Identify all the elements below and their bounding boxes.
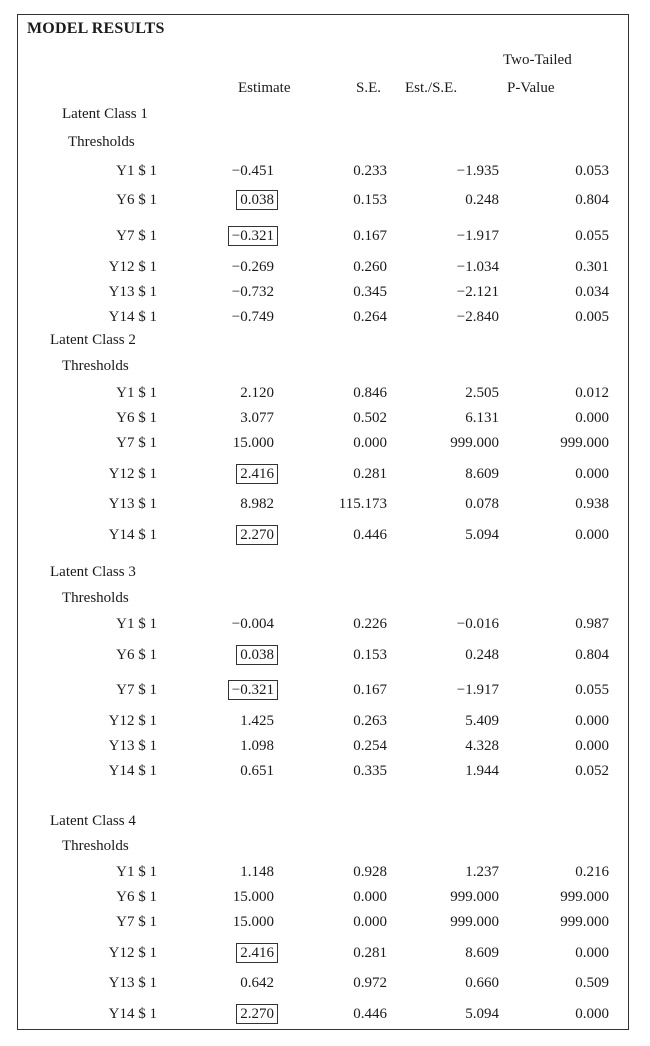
est-se-cell: −2.121 [456, 284, 499, 300]
p-value-cell: 0.000 [575, 410, 609, 426]
table-row [17, 943, 629, 963]
thresholds-label: Thresholds [62, 838, 129, 854]
threshold-label: Y1 $ 1 [116, 864, 157, 880]
se-cell: 0.846 [353, 385, 387, 401]
header-estimate: Estimate [238, 80, 291, 96]
p-value-cell: 0.509 [575, 975, 609, 991]
est-se-cell: 0.660 [465, 975, 499, 991]
p-value-cell: 0.052 [575, 763, 609, 779]
estimate-cell [236, 464, 274, 484]
threshold-label: Y7 $ 1 [116, 914, 157, 930]
threshold-label: Y13 $ 1 [108, 496, 157, 512]
thresholds-label: Thresholds [62, 590, 129, 606]
table-row [17, 680, 629, 700]
se-cell: 0.167 [353, 228, 387, 244]
se-cell: 0.281 [353, 945, 387, 961]
table-row [17, 464, 629, 484]
highlighted-estimate: 0.038 [236, 190, 278, 210]
latent-class-heading: Latent Class 4 [50, 813, 136, 829]
table-row [17, 433, 629, 453]
p-value-cell: 0.000 [575, 713, 609, 729]
header-two-tailed: Two-Tailed [503, 52, 572, 68]
se-cell: 0.254 [353, 738, 387, 754]
highlighted-estimate: 2.416 [236, 464, 278, 484]
p-value-cell: 0.000 [575, 1006, 609, 1022]
se-cell: 0.263 [353, 713, 387, 729]
threshold-label: Y7 $ 1 [116, 228, 157, 244]
est-se-cell: 1.237 [465, 864, 499, 880]
table-row [17, 711, 629, 731]
se-cell: 0.260 [353, 259, 387, 275]
threshold-label: Y1 $ 1 [116, 616, 157, 632]
threshold-label: Y7 $ 1 [116, 682, 157, 698]
table-row [17, 973, 629, 993]
estimate-cell [236, 1004, 274, 1024]
threshold-label: Y6 $ 1 [116, 889, 157, 905]
p-value-cell: 0.000 [575, 527, 609, 543]
estimate-cell: 2.120 [240, 385, 274, 401]
p-value-cell: 0.804 [575, 192, 609, 208]
estimate-cell: 1.148 [240, 864, 274, 880]
threshold-label: Y6 $ 1 [116, 192, 157, 208]
table-row [17, 736, 629, 756]
se-cell: 0.167 [353, 682, 387, 698]
p-value-cell: 0.005 [575, 309, 609, 325]
estimate-cell [236, 943, 274, 963]
se-cell: 0.000 [353, 435, 387, 451]
se-cell: 0.226 [353, 616, 387, 632]
p-value-cell: 0.000 [575, 738, 609, 754]
latent-class-heading: Latent Class 3 [50, 564, 136, 580]
p-value-cell: 0.804 [575, 647, 609, 663]
table-row [17, 408, 629, 428]
estimate-cell: 8.982 [240, 496, 274, 512]
est-se-cell: 999.000 [450, 435, 499, 451]
estimate-cell [236, 645, 274, 665]
p-value-cell: 0.055 [575, 682, 609, 698]
thresholds-label: Thresholds [68, 134, 135, 150]
est-se-cell: 5.094 [465, 1006, 499, 1022]
estimate-cell [236, 190, 274, 210]
table-row [17, 887, 629, 907]
estimate-cell: −0.732 [231, 284, 274, 300]
latent-class-heading: Latent Class 1 [62, 106, 148, 122]
est-se-cell: 1.944 [465, 763, 499, 779]
threshold-label: Y14 $ 1 [108, 527, 157, 543]
se-cell: 0.281 [353, 466, 387, 482]
estimate-cell: 1.098 [240, 738, 274, 754]
table-row [17, 226, 629, 246]
se-cell: 0.000 [353, 889, 387, 905]
se-cell: 0.264 [353, 309, 387, 325]
se-cell: 0.972 [353, 975, 387, 991]
est-se-cell: −2.840 [456, 309, 499, 325]
estimate-cell [228, 226, 274, 246]
threshold-label: Y12 $ 1 [108, 713, 157, 729]
table-row [17, 307, 629, 327]
threshold-label: Y7 $ 1 [116, 435, 157, 451]
est-se-cell: −1.917 [456, 682, 499, 698]
p-value-cell: 0.938 [575, 496, 609, 512]
estimate-cell: −0.004 [231, 616, 274, 632]
est-se-cell: 0.078 [465, 496, 499, 512]
p-value-cell: 0.012 [575, 385, 609, 401]
threshold-label: Y14 $ 1 [108, 309, 157, 325]
est-se-cell: 0.248 [465, 192, 499, 208]
threshold-label: Y13 $ 1 [108, 975, 157, 991]
p-value-cell: 0.034 [575, 284, 609, 300]
page-title: MODEL RESULTS [27, 20, 165, 37]
threshold-label: Y12 $ 1 [108, 466, 157, 482]
est-se-cell: 4.328 [465, 738, 499, 754]
p-value-cell: 0.000 [575, 466, 609, 482]
threshold-label: Y6 $ 1 [116, 410, 157, 426]
latent-class-heading: Latent Class 2 [50, 332, 136, 348]
p-value-cell: 0.987 [575, 616, 609, 632]
est-se-cell: −1.935 [456, 163, 499, 179]
table-row [17, 282, 629, 302]
threshold-label: Y14 $ 1 [108, 763, 157, 779]
p-value-cell: 999.000 [560, 435, 609, 451]
se-cell: 0.233 [353, 163, 387, 179]
table-row [17, 494, 629, 514]
est-se-cell: 8.609 [465, 945, 499, 961]
p-value-cell: 0.053 [575, 163, 609, 179]
threshold-label: Y14 $ 1 [108, 1006, 157, 1022]
estimate-cell: 15.000 [232, 435, 274, 451]
threshold-label: Y1 $ 1 [116, 385, 157, 401]
header-p-value: P-Value [507, 80, 555, 96]
p-value-cell: 999.000 [560, 914, 609, 930]
threshold-label: Y12 $ 1 [108, 945, 157, 961]
p-value-cell: 999.000 [560, 889, 609, 905]
p-value-cell: 0.055 [575, 228, 609, 244]
est-se-cell: 6.131 [465, 410, 499, 426]
est-se-cell: 2.505 [465, 385, 499, 401]
highlighted-estimate: 0.038 [236, 645, 278, 665]
threshold-label: Y13 $ 1 [108, 738, 157, 754]
estimate-cell: −0.749 [231, 309, 274, 325]
se-cell: 0.502 [353, 410, 387, 426]
estimate-cell: 15.000 [232, 889, 274, 905]
threshold-label: Y1 $ 1 [116, 163, 157, 179]
highlighted-estimate: −0.321 [228, 226, 278, 246]
threshold-label: Y12 $ 1 [108, 259, 157, 275]
est-se-cell: 999.000 [450, 889, 499, 905]
se-cell: 0.446 [353, 527, 387, 543]
se-cell: 0.153 [353, 192, 387, 208]
threshold-label: Y6 $ 1 [116, 647, 157, 663]
table-row [17, 645, 629, 665]
est-se-cell: −1.034 [456, 259, 499, 275]
se-cell: 0.345 [353, 284, 387, 300]
table-row [17, 525, 629, 545]
estimate-cell [228, 680, 274, 700]
highlighted-estimate: −0.321 [228, 680, 278, 700]
table-row [17, 190, 629, 210]
table-row [17, 614, 629, 634]
estimate-cell: −0.269 [231, 259, 274, 275]
se-cell: 0.153 [353, 647, 387, 663]
estimate-cell: 15.000 [232, 914, 274, 930]
estimate-cell: −0.451 [231, 163, 274, 179]
se-cell: 115.173 [338, 496, 387, 512]
header-est-se: Est./S.E. [405, 80, 458, 96]
est-se-cell: −1.917 [456, 228, 499, 244]
est-se-cell: 999.000 [450, 914, 499, 930]
table-row [17, 1004, 629, 1024]
est-se-cell: 0.248 [465, 647, 499, 663]
highlighted-estimate: 2.270 [236, 1004, 278, 1024]
table-row [17, 161, 629, 181]
highlighted-estimate: 2.270 [236, 525, 278, 545]
thresholds-label: Thresholds [62, 358, 129, 374]
se-cell: 0.000 [353, 914, 387, 930]
est-se-cell: 8.609 [465, 466, 499, 482]
se-cell: 0.446 [353, 1006, 387, 1022]
p-value-cell: 0.216 [575, 864, 609, 880]
est-se-cell: 5.409 [465, 713, 499, 729]
highlighted-estimate: 2.416 [236, 943, 278, 963]
header-se: S.E. [356, 80, 382, 96]
table-row [17, 912, 629, 932]
table-row [17, 761, 629, 781]
estimate-cell: 3.077 [240, 410, 274, 426]
p-value-cell: 0.000 [575, 945, 609, 961]
se-cell: 0.335 [353, 763, 387, 779]
estimate-cell: 1.425 [240, 713, 274, 729]
se-cell: 0.928 [353, 864, 387, 880]
threshold-label: Y13 $ 1 [108, 284, 157, 300]
p-value-cell: 0.301 [575, 259, 609, 275]
table-row [17, 383, 629, 403]
estimate-cell: 0.642 [240, 975, 274, 991]
estimate-cell: 0.651 [240, 763, 274, 779]
table-row [17, 862, 629, 882]
estimate-cell [236, 525, 274, 545]
table-row [17, 257, 629, 277]
est-se-cell: −0.016 [456, 616, 499, 632]
est-se-cell: 5.094 [465, 527, 499, 543]
